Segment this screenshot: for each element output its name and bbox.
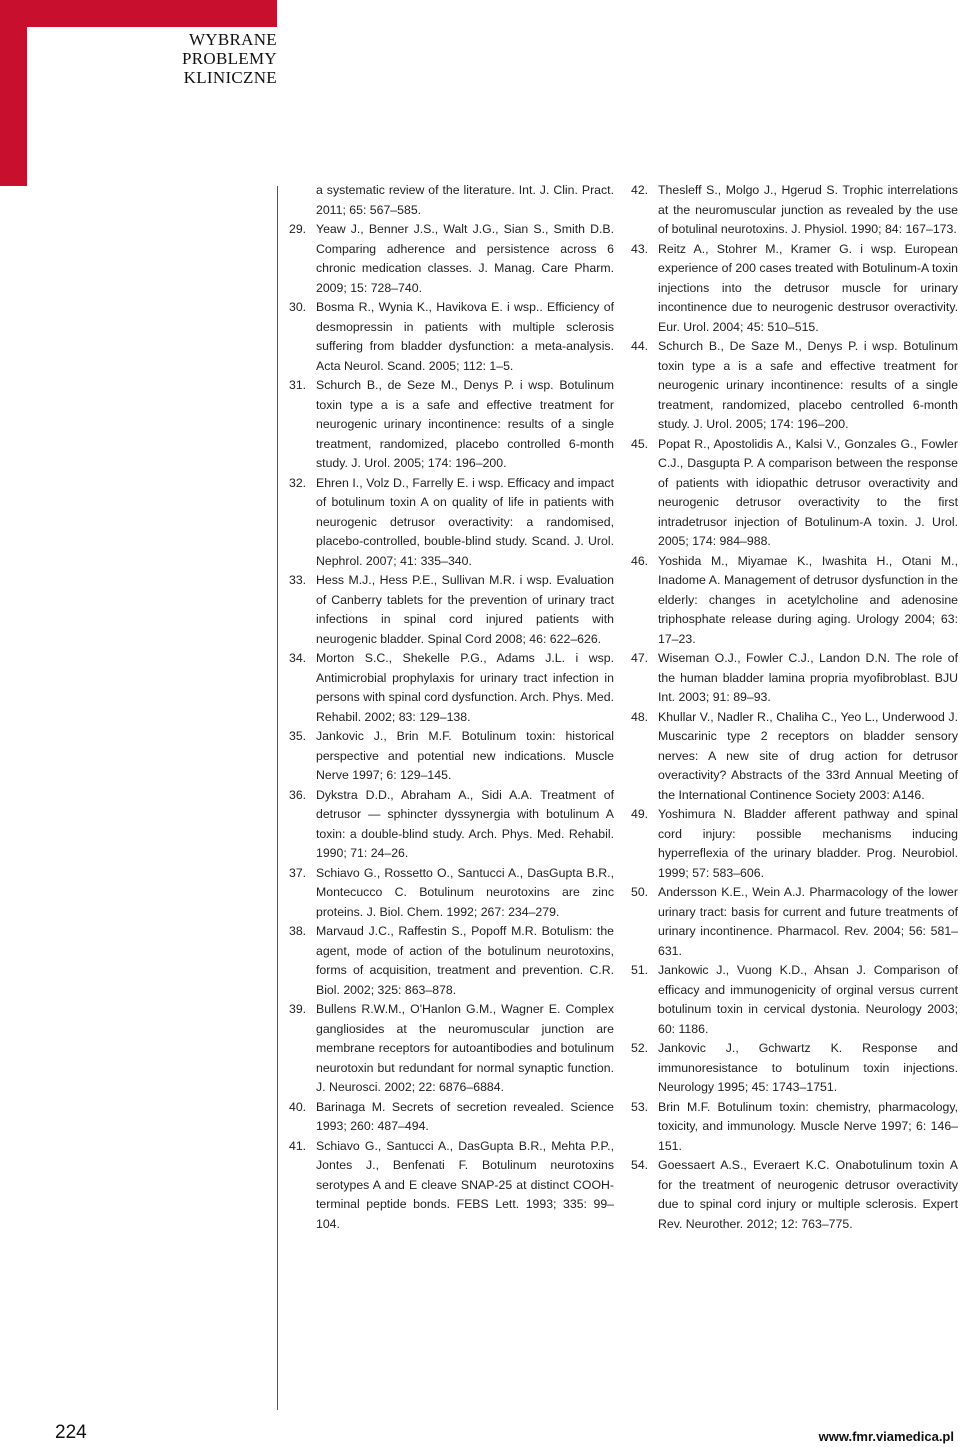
reference-text: Dykstra D.D., Abraham A., Sidi A.A. Treatment of detrusor — sphincter dyssynergia with botulinum A toxin: a double-blind study. Arch. Phys. Med. Rehabil. 1990; 71: 24–26.	[316, 787, 614, 860]
reference-number: 44.	[631, 339, 649, 353]
reference-item	[289, 864, 614, 923]
reference-item	[631, 552, 958, 650]
reference-list-left	[289, 220, 614, 1234]
red-side-bar	[0, 0, 27, 186]
reference-number: 33.	[289, 573, 307, 587]
reference-number: 52.	[631, 1041, 649, 1055]
reference-text: Schurch B., De Saze M., Denys P. i wsp. Botulinum toxin type a is a safe and effective treatment for neurogenic urinary incontinence: results of a single treatment, randomized, placebo centrolled 6-month study. J. Urol. 2005; 174: 196–200.	[658, 339, 958, 431]
references-right-column	[631, 181, 958, 1234]
reference-number: 29.	[289, 222, 307, 236]
section-title-line-1: WYBRANE	[188, 30, 277, 49]
reference-text: Marvaud J.C., Raffestin S., Popoff M.R. Botulism: the agent, mode of action of the botulinum neurotoxins, forms of acquisition, treatment and prevention. C.R. Biol. 2002; 325: 863–878.	[316, 924, 614, 997]
reference-number: 32.	[289, 475, 307, 490]
reference-item	[289, 1000, 614, 1098]
reference-text: Brin M.F. Botulinum toxin: chemistry, pharmacology, toxicity, and immunology. Muscle Nerve 1997; 6: 146–151.	[658, 1099, 958, 1153]
reference-item	[631, 708, 958, 806]
reference-number: 39.	[289, 1002, 307, 1016]
reference-number: 30.	[289, 300, 307, 314]
reference-item	[631, 883, 958, 961]
reference-text: Barinaga M. Secrets of secretion revealed. Science 1993; 260: 487–494.	[316, 1099, 614, 1133]
reference-item	[289, 220, 614, 298]
reference-text: Morton S.C., Shekelle P.G., Adams J.L. i wsp. Antimicrobial prophylaxis for urinary tract infection in persons with spinal cord dysfunction. Arch. Phys. Med. Rehabil. 2002; 83: 129–138.	[316, 651, 614, 724]
reference-item	[289, 376, 614, 474]
reference-number: 49.	[631, 807, 649, 821]
reference-item	[631, 805, 958, 883]
reference-item	[631, 961, 958, 1039]
reference-text: Schurch B., de Seze M., Denys P. i wsp. Botulinum toxin type a is a safe and effective treatment for neurogenic urinary incontinence: results of a single treatment, randomized, placebo controlled 6-month study. J. Urol. 2005; 174: 196–200.	[316, 378, 614, 470]
reference-number: 50.	[631, 885, 649, 899]
reference-number: 47.	[631, 651, 649, 665]
reference-item	[631, 435, 958, 552]
reference-number: 46.	[631, 553, 649, 568]
reference-text: Yoshida M., Miyamae K., Iwashita H., Otani M., Inadome A. Management of detrusor dysfunction in the elderly: changes in acetylcholine and adenosine triphosphate release during aging. Urology 2004; 63: 17–23.	[658, 553, 958, 646]
footer-url[interactable]: www.fmr.viamedica.pl	[818, 1429, 954, 1444]
reference-text: Bosma R., Wynia K., Havikova E. i wsp.. Efficiency of desmopressin in patients with multiple sclerosis suffering from bladder dysfunction: a meta-analysis. Acta Neurol. Scand. 2005; 112: 1–5.	[316, 300, 614, 373]
reference-item	[631, 181, 958, 240]
reference-item	[289, 1098, 614, 1137]
reference-number: 53.	[631, 1099, 649, 1114]
red-top-bar	[27, 0, 277, 27]
reference-text: Goessaert A.S., Everaert K.C. Onabotulinum toxin A for the treatment of neurogenic detrusor overactivity due to spinal cord injury or multiple sclerosis. Expert Rev. Neurother. 2012; 12: 763–775.	[658, 1158, 958, 1231]
reference-item	[631, 1156, 958, 1234]
reference-continuation: a systematic review of the literature. Int. J. Clin. Pract. 2011; 65: 567–585.	[316, 183, 614, 217]
reference-item	[289, 786, 614, 864]
section-title-line-2: PROBLEMY	[182, 49, 277, 68]
reference-text: Reitz A., Stohrer M., Kramer G. i wsp. European experience of 200 cases treated with Botulinum-A toxin injections into the detrusor muscle for urinary incontinence due to neurogenic destrusor overactivity. Eur. Urol. 2004; 45: 510–515.	[658, 241, 958, 334]
reference-text: Yeaw J., Benner J.S., Walt J.G., Sian S., Smith D.B. Comparing adherence and persistence across 6 chronic medication classes. J. Manag. Care Pharm. 2009; 15: 728–740.	[316, 222, 614, 295]
reference-number: 51.	[631, 963, 649, 977]
reference-item	[289, 571, 614, 649]
reference-item	[631, 1098, 958, 1157]
reference-item	[631, 649, 958, 708]
column-divider	[277, 186, 278, 1410]
reference-text: Thesleff S., Molgo J., Hgerud S. Trophic interrelations at the neuromuscular junction as revealed by the use of botulinal neurotoxins. J. Physiol. 1990; 84: 167–173.	[658, 183, 958, 236]
reference-text: Wiseman O.J., Fowler C.J., Landon D.N. The role of the human bladder lamina propria myofibroblast. BJU Int. 2003; 91: 89–93.	[658, 651, 958, 704]
reference-text: Schiavo G., Santucci A., DasGupta B.R., Mehta P.P., Jontes J., Benfenati F. Botulinum neurotoxins serotypes A and E cleave SNAP-25 at distinct COOH-terminal peptide bonds. FEBS Lett. 1993; 335: 99–104.	[316, 1138, 614, 1231]
reference-number: 45.	[631, 436, 649, 451]
reference-number: 37.	[289, 865, 307, 880]
reference-number: 41.	[289, 1138, 307, 1153]
references-left-column	[289, 181, 614, 1234]
reference-text: Popat R., Apostolidis A., Kalsi V., Gonzales G., Fowler C.J., Dasgupta P. A comparison between the response of patients with idiopathic detrusor overactivity and neurogenic detrusor overactivity to the first intradetrusor injection of Botulinum-A toxin. J. Urol. 2005; 174: 984–988.	[658, 436, 958, 548]
reference-text: Jankovic J., Brin M.F. Botulinum toxin: historical perspective and potential new indications. Muscle Nerve 1997; 6: 129–145.	[316, 729, 614, 782]
reference-text: Schiavo G., Rossetto O., Santucci A., DasGupta B.R., Montecucco C. Botulinum neurotoxins are zinc proteins. J. Biol. Chem. 1992; 267: 234–279.	[316, 865, 614, 919]
reference-number: 54.	[631, 1158, 649, 1172]
reference-text: Bullens R.W.M., O'Hanlon G.M., Wagner E. Complex gangliosides at the neuromuscular junction are membrane receptors for autoantibodies and botulinum neurotoxin but redundant for normal synaptic function. J. Neurosci. 2002; 22: 6876–6884.	[316, 1002, 614, 1094]
reference-text: Jankovic J., Gchwartz K. Response and immunoresistance to botulinum toxin injections. Neurology 1995; 45: 1743–1751.	[658, 1041, 958, 1094]
reference-number: 36.	[289, 787, 307, 802]
page-number: 224	[55, 1422, 87, 1443]
section-title	[182, 30, 277, 87]
reference-number: 35.	[289, 729, 307, 743]
reference-number: 40.	[289, 1099, 307, 1114]
reference-number: 43.	[631, 241, 649, 256]
reference-number: 48.	[631, 709, 649, 724]
reference-item	[631, 337, 958, 435]
reference-list-right	[631, 181, 958, 1234]
reference-item	[289, 1137, 614, 1235]
reference-text: Khullar V., Nadler R., Chaliha C., Yeo L., Underwood J. Muscarinic type 2 receptors on bladder sensory nerves: A new site of drug action for detrusor overactivity? Abstracts of the 33rd Annual Meeting of the International Continence Society 2003: A146.	[658, 709, 958, 802]
reference-item	[631, 1039, 958, 1098]
reference-number: 42.	[631, 183, 649, 197]
section-title-line-3: KLINICZNE	[183, 68, 277, 87]
reference-item	[289, 298, 614, 376]
reference-number: 34.	[289, 651, 307, 665]
reference-item	[289, 474, 614, 572]
reference-item	[289, 649, 614, 727]
reference-text: Jankowic J., Vuong K.D., Ahsan J. Comparison of efficacy and immunogenicity of orginal versus current botulinum toxin in cervical dystonia. Neurology 2003; 60: 1186.	[658, 963, 958, 1036]
reference-text: Andersson K.E., Wein A.J. Pharmacology of the lower urinary tract: basis for current and future treatments of urinary incontinence. Pharmacol. Rev. 2004; 56: 581–631.	[658, 885, 958, 958]
reference-number: 38.	[289, 924, 307, 938]
reference-number: 31.	[289, 378, 307, 392]
reference-text: Ehren I., Volz D., Farrelly E. i wsp. Efficacy and impact of botulinum toxin A on quality of life in patients with neurogenic detrusor overactivity: a randomised, placebo-controlled, bouble-blind study. Scand. J. Urol. Nephrol. 2007; 41: 335–340.	[316, 475, 614, 568]
reference-item	[631, 240, 958, 338]
reference-item	[289, 922, 614, 1000]
reference-text: Hess M.J., Hess P.E., Sullivan M.R. i wsp. Evaluation of Canberry tablets for the prevention of urinary tract infections in spinal cord injured patients with neurogenic bladder. Spinal Cord 2008; 46: 622–626.	[316, 573, 614, 646]
reference-text: Yoshimura N. Bladder afferent pathway and spinal cord injury: possible mechanisms inducing hyperreflexia of the urinary bladder. Prog. Neurobiol. 1999; 57: 583–606.	[658, 807, 958, 880]
reference-item	[289, 727, 614, 786]
